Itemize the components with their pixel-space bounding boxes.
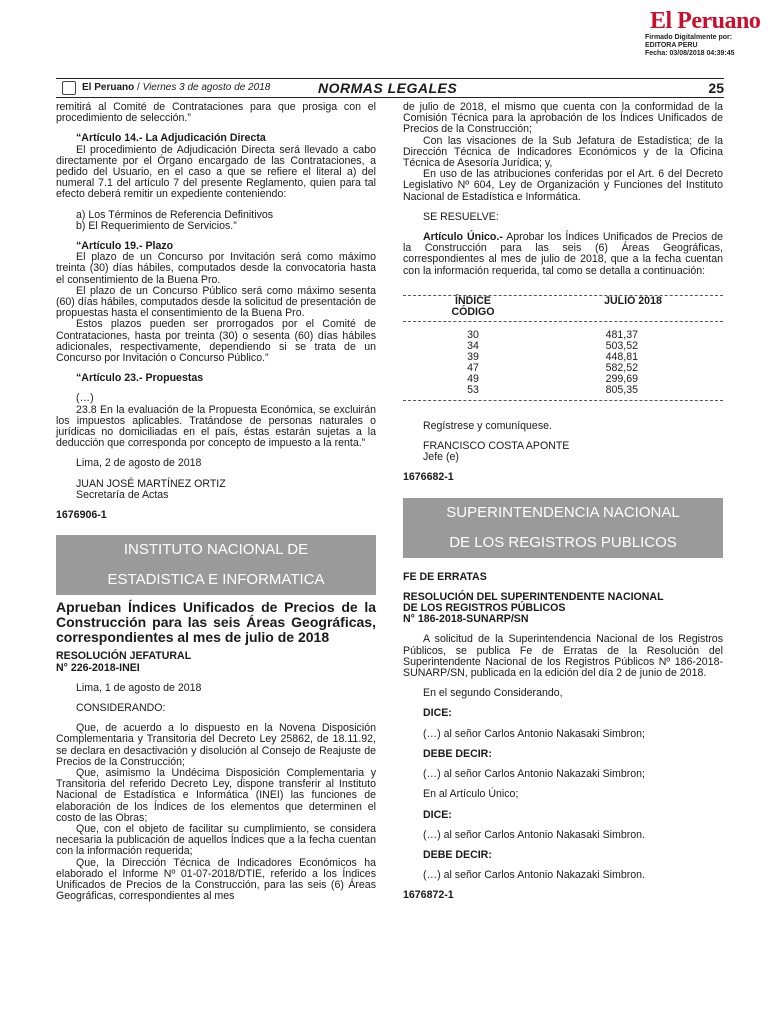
value-cell: 582,52 bbox=[605, 361, 638, 374]
paragraph: Que, con el objeto de facilitar su cumplimiento, se considera necesaria la publicación de aquellos Índices que a la fecha cuentan con la información requerida; bbox=[56, 822, 376, 858]
signature-line: EDITORA PERU bbox=[645, 42, 698, 49]
column-header-month: JULIO 2018 bbox=[604, 294, 662, 307]
notice-id: 1676872-1 bbox=[403, 889, 454, 902]
paragraph: El procedimiento de Adjudicación Directa será llevado a cabo directamente por el Órgano encargado de las Contrataciones, a pedido del Usuario, en el caso a que se refiere el literal a) del numeral 7.1 del artículo 7 del presente Reglamento, quien para tal efecto deberá remitir un expediente conteniendo: bbox=[56, 143, 376, 201]
paragraph: El plazo de un Concurso por Invitación será como máximo treinta (30) días hábiles, computados desde la convocatoria hasta el consentimiento de la Buena Pro. bbox=[56, 251, 376, 286]
header-date: Viernes 3 de agosto de 2018 bbox=[142, 82, 271, 93]
article-14-title: “Artículo 14.- La Adjudicación Directa bbox=[76, 132, 266, 145]
erratas-heading: FE DE ERRATAS bbox=[403, 570, 487, 583]
paragraph: El plazo de un Concurso Público será como máximo sesenta (60) días hábiles, computados desde la solicitud de presentación de propuestas hasta el consentimiento de la Buena Pro. bbox=[56, 284, 376, 320]
paragraph: En el segundo Considerando, bbox=[423, 687, 563, 700]
table-header-row bbox=[403, 296, 723, 318]
table-row bbox=[403, 363, 723, 374]
index-table bbox=[403, 296, 723, 318]
table-divider bbox=[403, 321, 723, 322]
signer-role: Jefe (e) bbox=[423, 451, 459, 464]
list-item: a) Los Términos de Referencia Definitivos bbox=[76, 208, 274, 221]
header-label: ÍNDICE bbox=[455, 294, 491, 307]
value-cell: 805,35 bbox=[605, 383, 638, 396]
header-paper-date: El Peruano / Viernes 3 de agosto de 2018 bbox=[82, 82, 271, 93]
debe-decir-label: DEBE DECIR: bbox=[423, 848, 492, 861]
article-unico bbox=[403, 232, 723, 277]
table-row bbox=[403, 341, 723, 352]
crest-icon bbox=[62, 81, 76, 95]
banner-line: ESTADISTICA E INFORMATICA bbox=[107, 571, 325, 589]
paragraph: (…) al señor Carlos Antonio Nakazaki Simbron; bbox=[423, 768, 645, 781]
value-cell: 481,37 bbox=[605, 328, 638, 341]
considerando-heading: CONSIDERANDO: bbox=[76, 701, 166, 714]
dice-label: DICE: bbox=[423, 707, 452, 720]
index-table-body bbox=[403, 330, 723, 396]
paragraph: remitirá al Comité de Contrataciones para que prosiga con el procedimiento de selección.” bbox=[56, 101, 376, 125]
banner-line: DE LOS REGISTROS PUBLICOS bbox=[449, 533, 677, 551]
signer-role: Secretaría de Actas bbox=[76, 488, 169, 501]
article-19-title: “Artículo 19.- Plazo bbox=[76, 240, 174, 253]
resuelve-heading: SE RESUELVE: bbox=[423, 210, 499, 223]
article-23-title: “Artículo 23.- Propuestas bbox=[76, 372, 204, 385]
paragraph: (…) al señor Carlos Antonio Nakasaki Simbron. bbox=[423, 828, 645, 841]
header-paper: El Peruano bbox=[82, 82, 135, 93]
place-date: Lima, 2 de agosto de 2018 bbox=[76, 457, 202, 470]
debe-decir-label: DEBE DECIR: bbox=[423, 747, 492, 760]
paragraph: Estos plazos pueden ser prorrogados por el Comité de Contrataciones, hasta por treinta (30) o sesenta (60) días hábiles adicionales, respectivamente, dependiendo si se trata de un Concurso por Invitación o Concurso Público.” bbox=[56, 318, 376, 365]
right-column bbox=[403, 102, 723, 902]
ellipsis: (…) bbox=[76, 392, 94, 405]
header-section: NORMAS LEGALES bbox=[318, 80, 458, 96]
paragraph: Con las visaciones de la Sub Jefatura de Estadística; de la Dirección Técnica de Indicadores Económicos y de la Oficina Técnica de Asesoría Jurídica; y, bbox=[403, 134, 723, 170]
banner-line: INSTITUTO NACIONAL DE bbox=[123, 541, 309, 559]
resolution-number: N° 226-2018-INEI bbox=[56, 661, 140, 674]
paragraph: En uso de las atribuciones conferidas por el Art. 6 del Decreto Legislativo Nº 604, Ley de Organización y Funciones del Instituto Nacional de Estadística e Informática. bbox=[403, 168, 723, 203]
digital-signature bbox=[645, 34, 735, 58]
place-date: Lima, 1 de agosto de 2018 bbox=[76, 681, 202, 694]
code-cell: 30 bbox=[467, 328, 479, 341]
section-banner bbox=[403, 498, 723, 558]
value-cell: 448,81 bbox=[605, 350, 638, 363]
paragraph: (…) al señor Carlos Antonio Nakasaki Simbron; bbox=[423, 727, 645, 740]
paragraph: En al Artículo Único; bbox=[423, 788, 519, 801]
left-column bbox=[56, 102, 376, 902]
paragraph: Que, asimismo la Undécima Disposición Complementaria y Transitoria del referido Decreto Ley, dispone transferir al Instituto Nacional de Estadística e Informática (INEI) las funciones de elaboración de los Índices de los elementos que determinen el costo de las Obras; bbox=[56, 766, 376, 824]
article-body: Aprobar los Índices Unificados de Precios de la Construcción para las seis (6) Áreas Geográficas, correspondientes al mes de julio de 2018, que a la fecha cuentan con la información requerida, tal como se detalla a continuación: bbox=[403, 231, 723, 277]
table-row bbox=[403, 330, 723, 341]
table-row bbox=[403, 374, 723, 385]
paragraph: 23.8 En la evaluación de la Propuesta Económica, se excluirán los impuestos aplicables. Tratándose de personas naturales o jurídicas no domiciliadas en el país, éstas estarán sujetas a la deducción que corresponda por concepto de impuesto a la renta.” bbox=[56, 403, 376, 450]
el-peruano-logo: El Peruano bbox=[650, 8, 761, 34]
resolution-heading: DE LOS REGISTROS PÚBLICOS bbox=[403, 602, 566, 615]
notice-title: Aprueban Índices Unificados de Precios de la Construcción para las seis Áreas Geográficas, correspondientes al mes de julio de 2018 bbox=[56, 599, 376, 646]
paragraph: A solicitud de la Superintendencia Nacional de los Registros Públicos, se publica Fe de Erratas de la Resolución del Superintendente Nacional de los Registros Públicos Nº 186-2018-SUNARP/SN, publicada en la edición del día 2 de junio de 2018. bbox=[403, 633, 723, 680]
dice-label: DICE: bbox=[423, 808, 452, 821]
code-cell: 53 bbox=[467, 383, 479, 396]
list-item: b) El Requerimiento de Servicios.” bbox=[76, 219, 237, 232]
signature-line: Fecha: 03/08/2018 04:39:45 bbox=[645, 50, 735, 57]
column-header-index bbox=[403, 296, 543, 318]
value-cell: 503,52 bbox=[605, 339, 638, 352]
table-row bbox=[403, 352, 723, 363]
value-cell: 299,69 bbox=[605, 372, 638, 385]
notice-id: 1676906-1 bbox=[56, 509, 107, 522]
paragraph: de julio de 2018, el mismo que cuenta con la conformidad de la Comisión Técnica para la aprobación de los Índices Unificados de Precios de la Construcción; bbox=[403, 101, 723, 136]
resolution-heading: RESOLUCIÓN DEL SUPERINTENDENTE NACIONAL bbox=[403, 590, 664, 603]
code-cell: 49 bbox=[467, 372, 479, 385]
signer-name: JUAN JOSÉ MARTÍNEZ ORTIZ bbox=[76, 477, 226, 490]
paragraph: Que, la Dirección Técnica de Indicadores Económicos ha elaborado el Informe Nº 01-07-2018/DTIE, referido a los Índices Unificados de Precios de la Construcción, para las seis (6) Áreas Geográficas, correspondientes al mes bbox=[56, 856, 376, 903]
paragraph: Que, de acuerdo a lo dispuesto en la Novena Disposición Complementaria y Transitoria del Decreto Ley 25862, de 18.11.92, se declara en desactivación y disolución al Consejo de Reajuste de Precios de la Construcción; bbox=[56, 722, 376, 768]
table-row bbox=[403, 385, 723, 396]
code-cell: 34 bbox=[467, 339, 479, 352]
page-header bbox=[56, 78, 724, 98]
resolution-number: N° 186-2018-SUNARP/SN bbox=[403, 613, 529, 626]
resolution-heading: RESOLUCIÓN JEFATURAL bbox=[56, 650, 192, 663]
banner-line: SUPERINTENDENCIA NACIONAL bbox=[446, 503, 680, 521]
code-cell: 39 bbox=[467, 350, 479, 363]
article-label: Artículo Único.- bbox=[423, 231, 503, 244]
signer-name: FRANCISCO COSTA APONTE bbox=[423, 440, 570, 453]
header-label: CÓDIGO bbox=[451, 305, 495, 318]
signature-line: Firmado Digitalmente por: bbox=[645, 34, 733, 41]
code-cell: 47 bbox=[467, 361, 479, 374]
registrese: Regístrese y comuníquese. bbox=[423, 419, 552, 432]
section-banner bbox=[56, 535, 376, 595]
page-number: 25 bbox=[708, 80, 724, 96]
notice-id: 1676682-1 bbox=[403, 471, 454, 484]
paragraph: (…) al señor Carlos Antonio Nakazaki Simbron. bbox=[423, 869, 645, 882]
